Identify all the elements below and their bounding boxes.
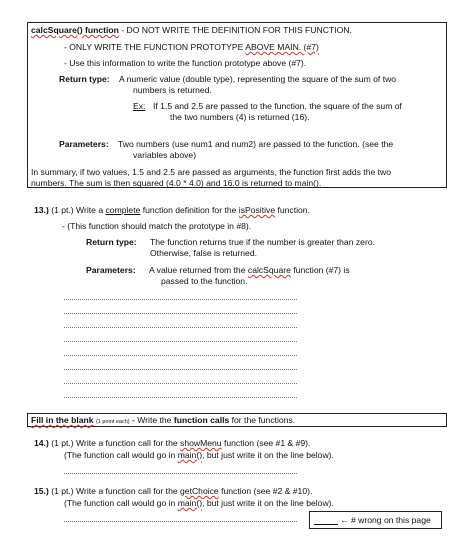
- calc-ex-label: Ex:: [133, 101, 146, 111]
- question-15: [34, 486, 312, 496]
- q15-line-2-post: , but just write it on the line below).: [202, 498, 334, 508]
- wrong-count-label: ← # wrong on this page: [340, 515, 431, 525]
- question-14: [34, 438, 310, 448]
- q14-answer-line[interactable]: [64, 473, 297, 474]
- calc-heading: [31, 25, 352, 35]
- q15-line-2: [64, 498, 334, 508]
- q15-number: 15.): [34, 486, 49, 496]
- q13-text-pre: Write a: [76, 205, 106, 215]
- calc-params-line-1: Two numbers (use num1 and num2) are passed to the function. (see the: [118, 139, 394, 149]
- q14-main: main(): [177, 450, 203, 460]
- calc-params-line-2: variables above): [133, 150, 197, 160]
- wrong-count: [314, 515, 431, 525]
- answer-line[interactable]: [64, 355, 297, 356]
- calc-bullet-1-link: ABOVE MAIN. (#7): [245, 42, 319, 52]
- calc-return-label: Return type:: [59, 74, 110, 84]
- q15-text-post: function (see #2 & #10).: [218, 486, 313, 496]
- q15-text-pre: Write a function call for the: [76, 486, 181, 496]
- fill-end: for the functions.: [229, 415, 296, 425]
- q13-note: - (This function should match the prototype in #8).: [62, 221, 252, 231]
- fill-sub: (1 point each): [95, 419, 130, 425]
- calc-bullet-2: - Use this information to write the function prototype above (#7).: [64, 58, 307, 68]
- q15-answer-line[interactable]: [64, 521, 297, 522]
- calc-params-label: Parameters:: [59, 139, 109, 149]
- q14-points: (1 pt.): [51, 438, 74, 448]
- calc-heading-rest: - DO NOT WRITE THE DEFINITION FOR THIS FUNCTION.: [118, 25, 352, 35]
- q14-text-post: function (see #1 & #9).: [221, 438, 311, 448]
- q14-number: 14.): [34, 438, 49, 448]
- q13-params-pre: A value returned from the: [149, 265, 248, 275]
- q13-text-complete: complete: [105, 205, 141, 215]
- calc-ex-line-1: If 1.5 and 2.5 are passed to the function, the square of the sum of: [153, 101, 402, 111]
- q13-params-line-2: passed to the function.: [161, 276, 248, 286]
- calc-bullet-1-text: - ONLY WRITE THE FUNCTION PROTOTYPE: [64, 42, 246, 52]
- q15-points: (1 pt.): [51, 486, 74, 496]
- calc-summary-line-2: numbers. The sum is then squared (4.0 * 4.0) and 16.0 is returned to main().: [31, 178, 322, 188]
- calc-ex-line-2: the two numbers (4) is returned (16).: [170, 112, 310, 122]
- question-13: [34, 205, 310, 215]
- calc-return-line-2: numbers is returned.: [133, 85, 212, 95]
- q13-number: 13.): [34, 205, 49, 215]
- q15-line-2-pre: (The function call would go in: [64, 498, 178, 508]
- q13-points: (1 pt.): [51, 205, 74, 215]
- q13-params-post: function (#7) is: [290, 265, 350, 275]
- answer-line[interactable]: [64, 299, 297, 300]
- calc-bullet-1: [64, 42, 319, 52]
- fill-rest: - Write the: [129, 415, 174, 425]
- q13-params-label: Parameters:: [86, 265, 136, 275]
- q15-func-name: getChoice: [180, 486, 219, 496]
- answer-line[interactable]: [64, 313, 297, 314]
- fill-label: Fill in the blank: [31, 415, 94, 425]
- answer-line[interactable]: [64, 397, 297, 398]
- q14-func-name: showMenu: [180, 438, 222, 448]
- fill-bold: function calls: [173, 415, 230, 425]
- q13-return-label: Return type:: [86, 237, 137, 247]
- q14-line-2-pre: (The function call would go in: [64, 450, 178, 460]
- q13-text-post: function.: [275, 205, 310, 215]
- q15-main: main(): [177, 498, 203, 508]
- q13-params-line-1: [149, 265, 350, 275]
- q14-text-pre: Write a function call for the: [76, 438, 181, 448]
- wrong-count-blank[interactable]: [314, 515, 338, 525]
- q13-func-name: isPositive: [238, 205, 276, 215]
- calc-return-line-1: A numeric value (double type), representing the square of the sum of two: [119, 74, 397, 84]
- q13-return-line-1: The function returns true if the number is greater than zero.: [150, 237, 375, 247]
- fill-in-blank-heading: [31, 415, 295, 427]
- calc-heading-name: calcSquare() function: [31, 25, 119, 35]
- q13-params-func: calcSquare: [247, 265, 291, 275]
- answer-line[interactable]: [64, 327, 297, 328]
- q13-return-line-2: Otherwise, false is returned.: [150, 248, 257, 258]
- q13-text-mid: function definition for the: [140, 205, 239, 215]
- answer-line[interactable]: [64, 369, 297, 370]
- answer-line[interactable]: [64, 341, 297, 342]
- q14-line-2: [64, 450, 334, 460]
- q14-line-2-post: , but just write it on the line below).: [202, 450, 334, 460]
- answer-line[interactable]: [64, 383, 297, 384]
- calc-summary-line-1: In summary, if two values, 1.5 and 2.5 are passed as arguments, the function first adds the two: [31, 167, 392, 177]
